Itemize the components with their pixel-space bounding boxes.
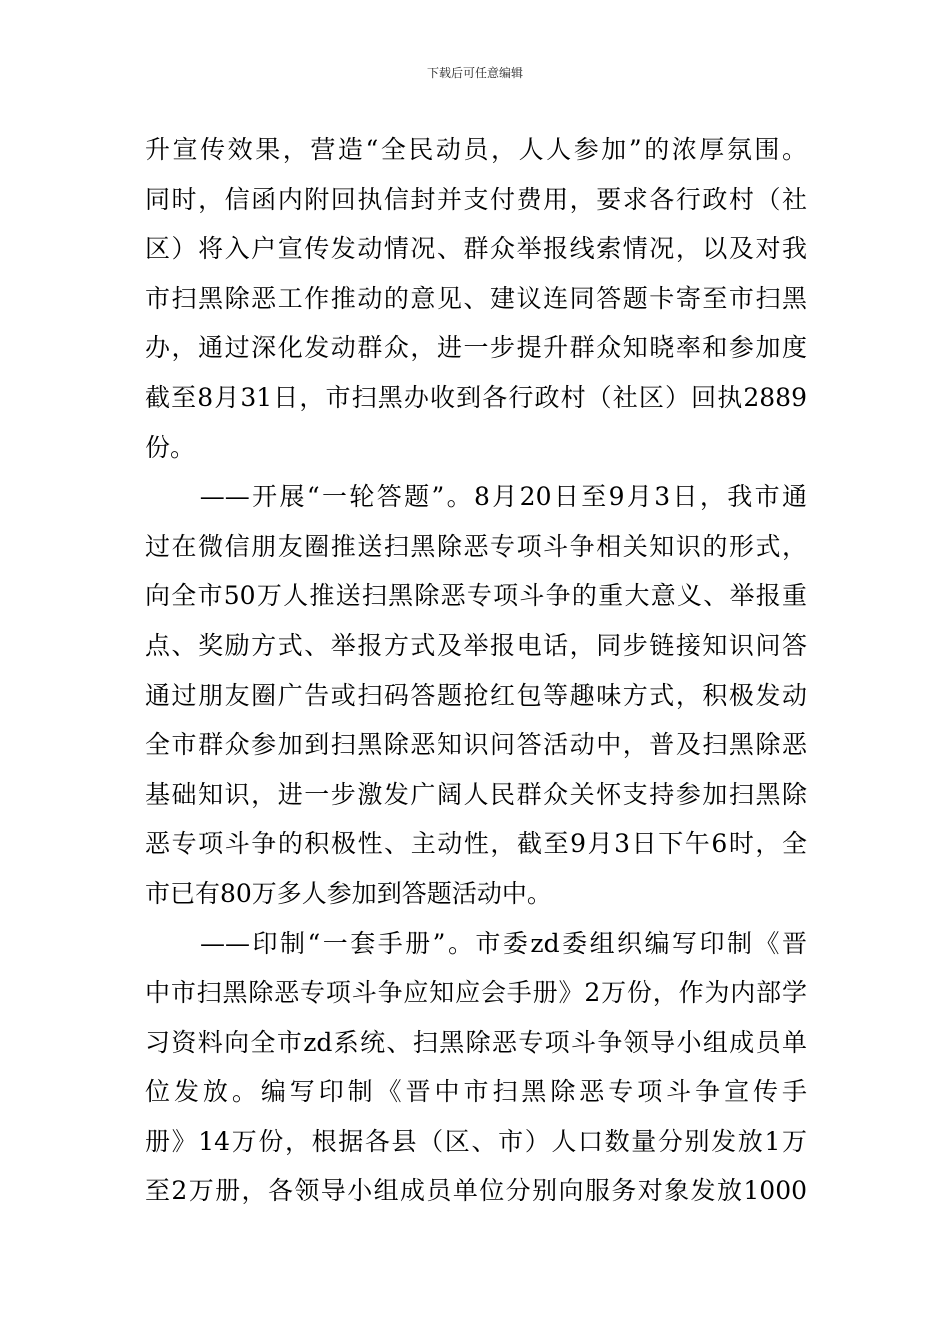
text-line: 市扫黑除恶工作推动的意见、建议连同答题卡寄至市扫黑 — [145, 283, 807, 313]
text-line: 同时，信函内附回执信封并支付费用，要求各行政村（社 — [145, 184, 807, 214]
text-line: 截至8月31日，市扫黑办收到各行政村（社区）回执2889 — [145, 382, 807, 412]
text-line: 办，通过深化发动群众，进一步提升群众知晓率和参加度 — [145, 333, 807, 363]
document-body — [145, 125, 807, 1216]
text-line: 习资料向全市zd系统、扫黑除恶专项斗争领导小组成员单 — [145, 1027, 807, 1057]
text-line: 通过朋友圈广告或扫码答题抢红包等趣味方式，积极发动 — [145, 680, 807, 710]
text-line: 区）将入户宣传发动情况、群众举报线索情况，以及对我 — [145, 234, 807, 264]
text-line: 恶专项斗争的积极性、主动性，截至9月3日下午6时，全 — [145, 829, 807, 859]
text-line: 份。 — [145, 432, 196, 462]
text-line: 位发放。编写印制《晋中市扫黑除恶专项斗争宣传手 — [145, 1077, 807, 1107]
page-header-note: 下载后可任意编辑 — [426, 66, 523, 80]
text-line: 基础知识，进一步激发广阔人民群众关怀支持参加扫黑除 — [145, 779, 807, 809]
text-line: 全市群众参加到扫黑除恶知识问答活动中，普及扫黑除恶 — [145, 730, 807, 760]
text-line: 市已有80万多人参加到答题活动中。 — [145, 878, 552, 908]
text-line: 升宣传效果，营造“全民动员，人人参加”的浓厚氛围。 — [145, 135, 807, 164]
text-line: 点、奖励方式、举报方式及举报电话，同步链接知识问答 — [145, 630, 807, 660]
text-line: ——印制“一套手册”。市委zd委组织编写印制《晋 — [145, 928, 807, 958]
text-line: ——开展“一轮答题”。8月20日至9月3日，我市通 — [145, 482, 807, 512]
text-line: 至2万册，各领导小组成员单位分别向服务对象发放1000 — [145, 1176, 807, 1206]
text-line: 中市扫黑除恶专项斗争应知应会手册》2万份，作为内部学 — [145, 978, 807, 1008]
text-line: 册》14万份，根据各县（区、市）人口数量分别发放1万 — [145, 1126, 807, 1156]
text-line: 过在微信朋友圈推送扫黑除恶专项斗争相关知识的形式， — [145, 531, 807, 561]
text-line: 向全市50万人推送扫黑除恶专项斗争的重大意义、举报重 — [145, 581, 807, 611]
